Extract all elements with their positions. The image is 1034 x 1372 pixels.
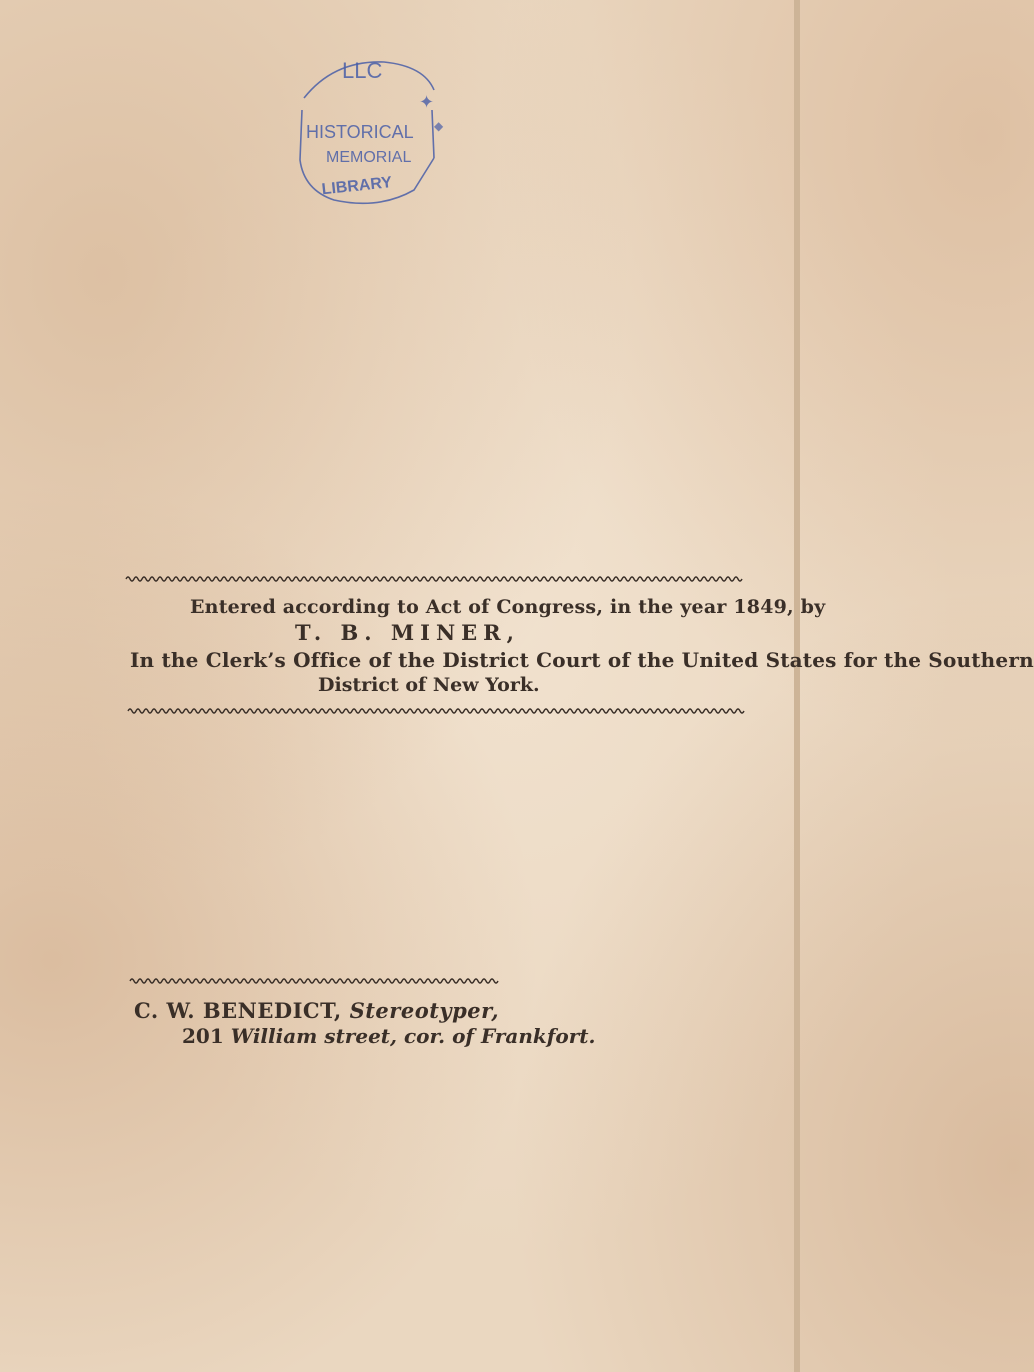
wavy-rule-bottom <box>128 706 738 716</box>
stamp-line1-text: HISTORICAL <box>306 122 414 142</box>
printer-street-number: 201 <box>182 1024 224 1048</box>
copyright-holder-name: T. B. MINER, <box>295 620 520 645</box>
stamp-top-text: LLC <box>342 58 383 83</box>
printer-address-line <box>182 1024 595 1048</box>
printer-street: William street, cor. of Frankfort. <box>230 1024 596 1048</box>
copyright-entered-line: Entered according to Act of Congress, in the year 1849, by <box>190 596 826 618</box>
wavy-rule-printer <box>130 976 492 986</box>
svg-text:✦: ✦ <box>419 92 435 112</box>
svg-text:◆: ◆ <box>434 119 444 133</box>
wavy-rule-top <box>126 574 736 584</box>
library-stamp <box>284 50 464 220</box>
printer-name: C. W. BENEDICT, <box>134 998 342 1023</box>
copyright-clerk-line: In the Clerk’s Office of the District Court of the United States for the Southern <box>130 648 1034 672</box>
copyright-district-line: District of New York. <box>318 674 540 696</box>
page-edge <box>794 0 800 1372</box>
stamp-line2-text: MEMORIAL <box>326 149 412 166</box>
printer-role: Stereotyper, <box>349 998 500 1023</box>
printer-line <box>134 998 499 1023</box>
stamp-bottom-text: LIBRARY <box>320 174 393 199</box>
